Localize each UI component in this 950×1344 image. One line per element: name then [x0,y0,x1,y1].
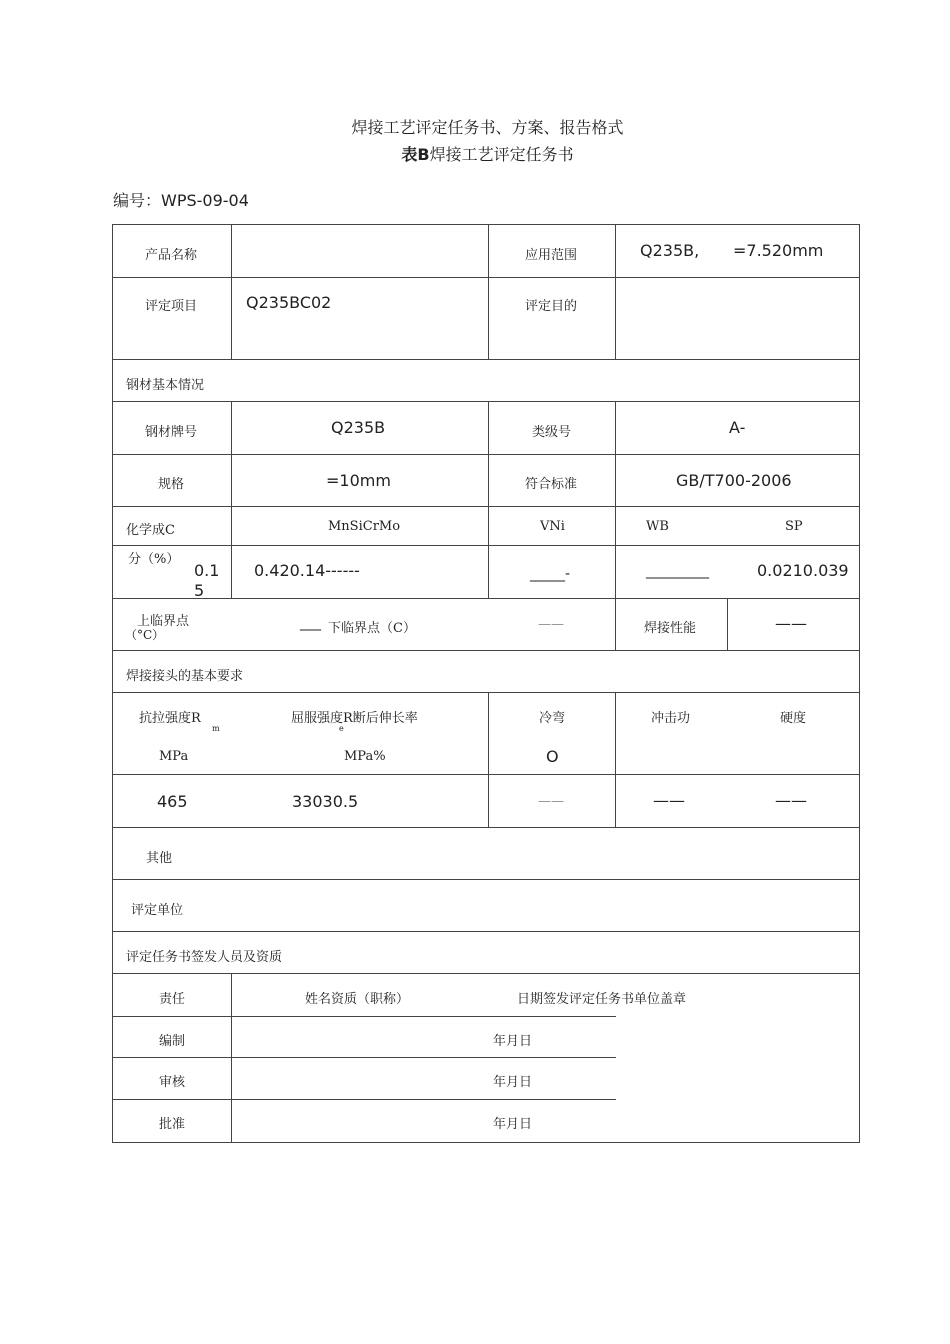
product-name-label: 产品名称 [145,248,198,263]
spec-label: 规格 [158,477,185,492]
tensile-label [139,707,201,726]
table-title-text: 焊接工艺评定任务书 [429,145,574,164]
row-line [112,598,860,599]
row-line [112,506,860,507]
chem-c-value-a: 0.1 [194,561,220,580]
yield-label [291,707,418,726]
col-line [615,224,616,360]
chem-header-v-ni: VNi [540,519,565,534]
chem-header-mn-si-cr-mo: MnSiCrMo [328,519,401,534]
row-line [112,879,860,880]
table-title-prefix: 表 [401,145,418,164]
weld-performance-label: 焊接性能 [644,621,697,636]
row-line [112,454,860,455]
row-line [112,359,860,360]
yield-elongation-value: 33030.5 [292,792,359,811]
col-line [231,973,232,1143]
responsibility-label: 责任 [159,992,186,1007]
date-stamp-label: 日期签发评定任务书单位盖章 [517,992,687,1007]
col-line [488,224,489,360]
col-line [727,598,728,651]
upper-critical-value: ___ [300,615,321,631]
name-qualification-label: 姓名资质（职称） [305,992,410,1007]
signer-section-heading: 评定任务书签发人员及资质 [126,950,283,965]
row-line [112,692,860,693]
approve-label: 批准 [159,1117,186,1132]
table-border-bottom [112,1142,860,1143]
page-title: 焊接工艺评定任务书、方案、报告格式 [351,118,624,137]
table-title [0,142,950,165]
purpose-label: 评定目的 [525,299,578,314]
steel-section-heading: 钢材基本情况 [126,378,205,393]
chem-values-mn-si-cr-mo: 0.420.14------ [254,561,360,580]
chem-label-top: 化学成C [126,523,175,538]
row-line [112,931,860,932]
compile-date: 年月日 [493,1034,533,1049]
col-line [615,401,616,651]
bend-value: —— [538,794,564,809]
chem-label-bottom: 分（%） [128,552,180,567]
hardness-label: 硬度 [780,711,807,726]
document-number [113,188,249,211]
row-line [112,650,860,651]
spec-value: =10mm [326,471,391,490]
review-date: 年月日 [493,1075,533,1090]
weld-performance-value: —— [775,614,807,633]
chem-values-w-b: _________ [646,563,709,579]
upper-critical-unit: （°C） [125,628,165,642]
standard-value: GB/T700-2006 [676,471,792,490]
lower-critical-label: 下临界点（C） [328,621,416,636]
table-border-top [112,224,860,225]
row-line [112,277,860,278]
scope-value-steel: Q235B, [640,241,700,260]
row-line [112,1099,616,1100]
class-value: A- [729,418,746,437]
chem-values-v-ni: _____- [530,566,571,582]
col-line [488,401,489,598]
other-label: 其他 [146,851,173,866]
standard-label: 符合标准 [525,477,578,492]
row-line [112,774,860,775]
grade-label: 钢材牌号 [145,425,198,440]
joint-section-heading: 焊接接头的基本要求 [126,669,244,684]
upper-critical-label: 上临界点 [137,614,190,629]
impact-value: —— [653,791,685,810]
col-line [231,401,232,598]
scope-label: 应用范围 [525,248,578,263]
row-line [112,1016,616,1017]
review-label: 审核 [159,1075,186,1090]
bend-label: 冷弯 [539,711,566,726]
table-border-left [112,224,113,1143]
chem-c-value-b: 5 [194,581,205,600]
row-line [112,545,860,546]
lower-critical-value: —— [538,617,564,632]
evaluation-unit-label: 评定单位 [131,903,184,918]
yield-label-text: 屈服强度R [291,711,353,726]
impact-label: 冲击功 [651,711,691,726]
tensile-unit: MPa [159,749,189,764]
row-line [112,973,860,974]
table-title-letter: B [417,145,430,164]
scope-value-thickness: =7.520mm [733,241,824,260]
elongation-label: 断后伸长率 [352,711,418,726]
col-line [615,692,616,828]
chem-header-w-b: WB [646,519,669,534]
tensile-value: 465 [157,792,188,811]
row-line [112,401,860,402]
col-line [231,224,232,360]
row-line [112,1057,616,1058]
item-value: Q235BC02 [246,293,332,312]
tensile-label-text: 抗拉强度R [139,711,201,726]
col-line [488,692,489,828]
chem-header-s-p: SP [785,519,803,534]
hardness-value: —— [775,791,807,810]
approve-date: 年月日 [493,1117,533,1132]
doc-no-label: 编号： [113,191,162,210]
row-line [112,827,860,828]
grade-value: Q235B [331,418,386,437]
tensile-subscript: m [212,724,220,733]
doc-no-value: WPS-09-04 [161,191,249,210]
bend-unit: O [546,747,559,766]
chem-values-s-p: 0.0210.039 [757,561,849,580]
item-label: 评定项目 [145,299,198,314]
class-label: 类级号 [532,425,572,440]
yield-subscript: e [339,724,344,733]
table-border-right [859,224,860,1143]
yield-elongation-unit: MPa% [344,749,386,764]
compile-label: 编制 [159,1034,186,1049]
